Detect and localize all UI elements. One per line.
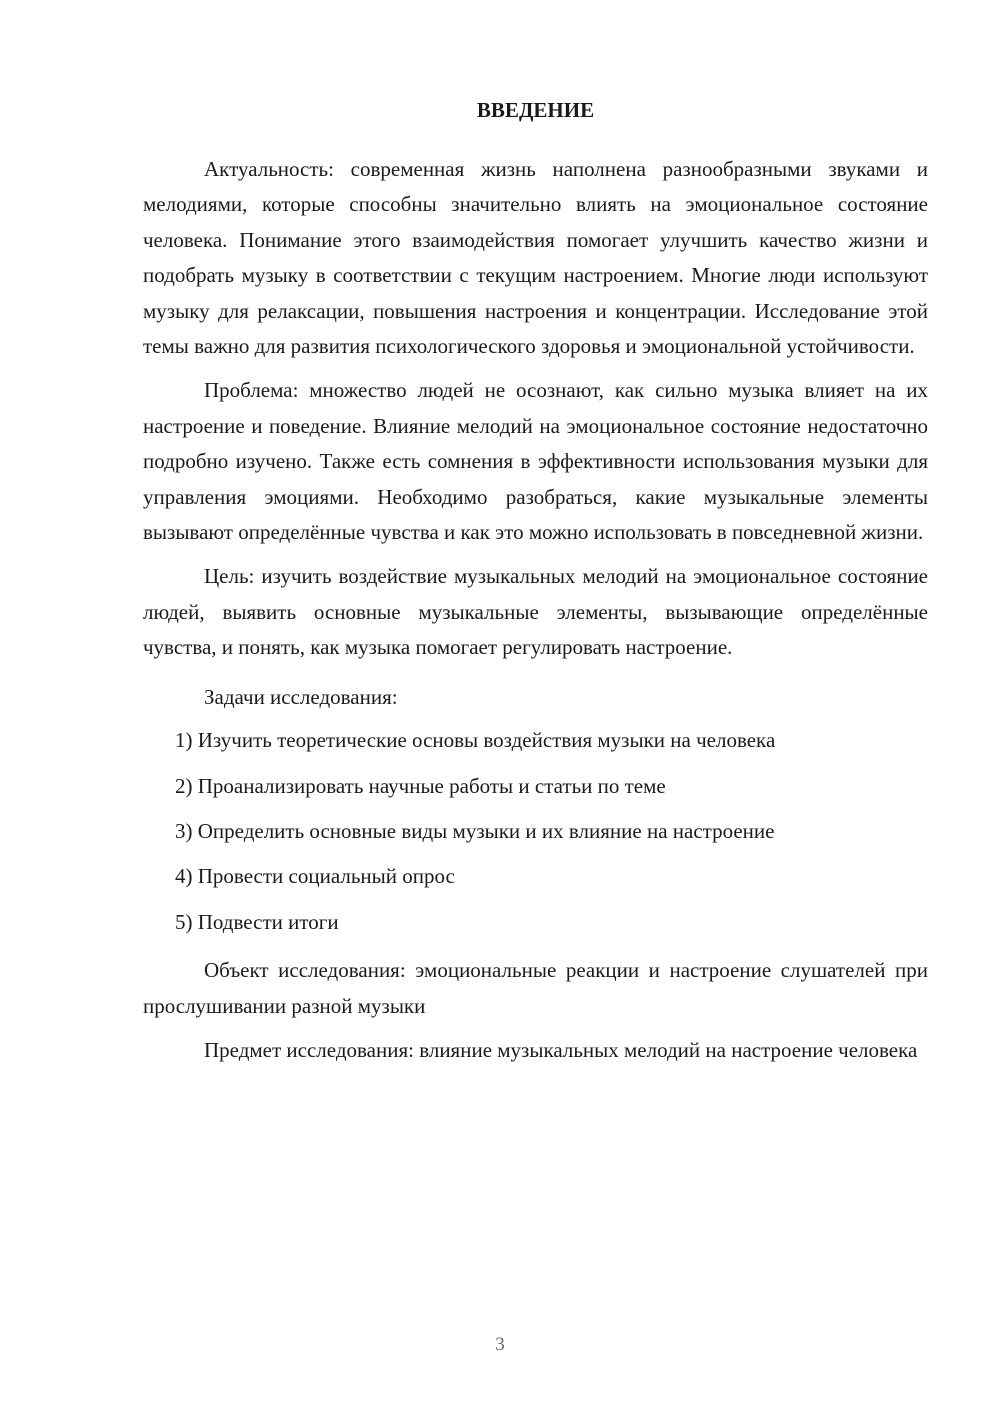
page-number: 3 [495,1334,505,1355]
tasks-list [143,723,928,940]
document-page [143,90,928,1068]
task-item-2: 2) Проанализировать научные работы и статьи по теме [175,773,666,798]
goal-paragraph: Цель: изучить воздействие музыкальных мелодий на эмоциональное состояние людей, выявить основные музыкальные элементы, вызывающие определённые чувства, и понять, как музыка помогает регулировать настроение. [143,564,928,660]
tasks-title: Задачи исследования: [204,684,398,709]
subject-paragraph: Предмет исследования: влияние музыкальных мелодий на настроение человека [204,1037,918,1062]
problem-paragraph: Проблема: множество людей не осознают, как сильно музыка влияет на их настроение и поведение. Влияние мелодий на эмоциональное состояние недостаточно подробно изучено. Также есть сомнения в эффективности использования музыки для управления эмоциями. Необходимо разобраться, какие музыкальные элементы вызывают определённые чувства и как это можно использовать в повседневной жизни. [143,378,928,545]
object-paragraph: Объект исследования: эмоциональные реакции и настроение слушателей при прослушивании разной музыки [143,958,928,1018]
task-item-1: 1) Изучить теоретические основы воздействия музыки на человека [175,728,776,753]
task-item-5: 5) Подвести итоги [175,909,339,934]
section-heading: ВВЕДЕНИЕ [476,98,595,122]
task-item-3: 3) Определить основные виды музыки и их влияние на настроение [175,818,775,843]
relevance-paragraph: Актуальность: современная жизнь наполнена разнообразными звуками и мелодиями, которые способны значительно влиять на эмоциональное состояние человека. Понимание этого взаимодействия помогает улучшить качество жизни и подобрать музыку в соответствии с текущим настроением. Многие люди используют музыку для релаксации, повышения настроения и концентрации. Исследование этой темы важно для развития психологического здоровья и эмоциональной устойчивости. [143,157,928,359]
task-item-4: 4) Провести социальный опрос [175,864,455,889]
